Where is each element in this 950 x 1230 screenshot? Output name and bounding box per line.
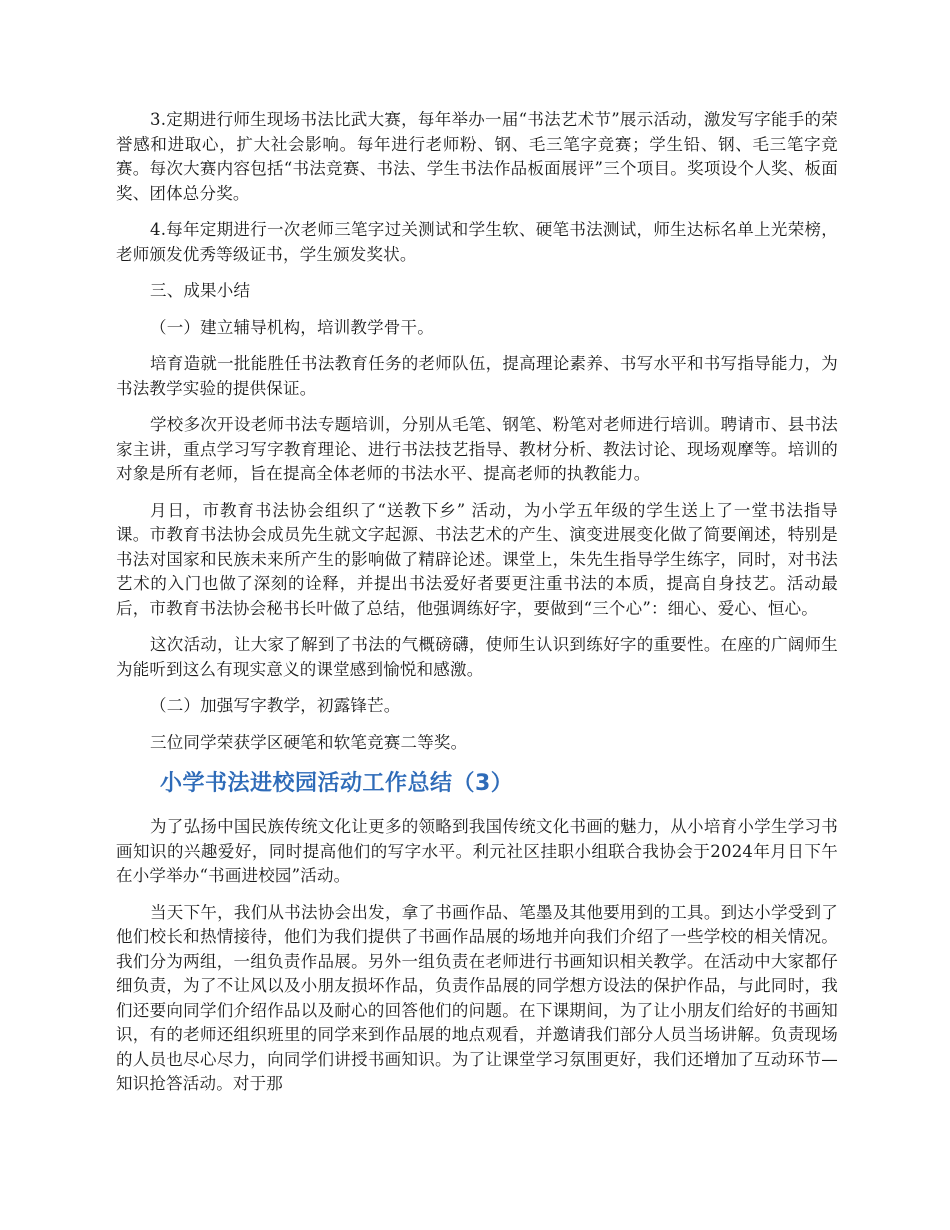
paragraph-outreach-event: 月日，市教育书法协会组织了“送教下乡” 活动，为小学五年级的学生送上了一堂书法指导课。市教育书法协会成员先生就文字起源、书法艺术的产生、演变进展变化做了简要阐述，特别是书法对国家和民族未来所产生的影响做了精辟论述。课堂上，朱先生指导学生练字，同时，对书法艺术的入门也做了深刻的诠释，并提出书法爱好者要更注重书法的本质，提高自身技艺。活动最后，市教育书法协会秘书长叶做了总结，他强调练好字，要做到“三个心”：细心、爱心、恒心。 [116,500,838,618]
paragraph-annual-test: 4.每年定期进行一次老师三笔字过关测试和学生软、硬笔书法测试，师生达标名单上光荣榜，老师颁发优秀等级证书，学生颁发奖状。 [116,220,838,264]
section-title-results: 三、成果小结 [150,281,251,300]
paragraph-intro: 为了弘扬中国民族传统文化让更多的领略到我国传统文化书画的魅力，从小培育小学生学习书画知识的兴趣爱好，同时提高他们的写字水平。利元社区挂职小组联合我协会于2024年月日下午在小学举办“书画进校园”活动。 [116,817,838,885]
paragraph-teacher-team: 培育造就一批能胜任书法教育任务的老师队伍，提高理论素养、书写水平和书写指导能力，为书法教学实验的提供保证。 [116,354,838,398]
document-body [116,108,838,1109]
paragraph-activity-details: 当天下午，我们从书法协会出发，拿了书画作品、笔墨及其他要用到的工具。到达小学受到了他们校长和热情接待，他们为我们提供了书画作品展的场地并向我们介绍了一些学校的相关情况。我们分为两组，一组负责作品展。另外一组负责在老师进行书画知识相关教学。在活动中大家都仔细负责，为了不让风以及小朋友损坏作品，负责作品展的同学想方设法的保护作品，与此同时，我们还要向同学们介绍作品以及耐心的回答他们的问题。在下课期间，为了让小朋友们给好的书画知识，有的老师还组织班里的同学来到作品展的地点观看，并邀请我们部分人员当场讲解。负责现场的人员也尽心尽力，向同学们讲授书画知识。为了让课堂学习氛围更好，我们还增加了互动环节—知识抢答活动。对于那 [116,902,838,1093]
paragraph-teacher-training: 学校多次开设老师书法专题培训，分别从毛笔、钢笔、粉笔对老师进行培训。聘请市、县书法家主讲，重点学习写字教育理论、进行书法技艺指导、教材分析、教法讨论、现场观摩等。培训的对象是所有老师，旨在提高全体老师的书法水平、提高老师的执教能力。 [116,415,838,483]
subsection-title-one: （一）建立辅导机构，培训教学骨干。 [150,317,434,337]
paragraph-contest: 3.定期进行师生现场书法比武大赛，每年举办一届“书法艺术节”展示活动，激发写字能手的荣誉感和进取心，扩大社会影响。每年进行老师粉、钢、毛三笔字竞赛；学生铅、钢、毛三笔字竞赛。每次大赛内容包括“书法竞赛、书法、学生书法作品板面展评”三个项目。奖项设个人奖、板面奖、团体总分奖。 [116,110,838,203]
paragraph-awards: 三位同学荣获学区硬笔和软笔竞赛二等奖。 [150,732,468,752]
paragraph-event-impact: 这次活动，让大家了解到了书法的气概磅礴，使师生认识到练好字的重要性。在座的广阔师生为能听到这么有现实意义的课堂感到愉悦和感激。 [116,635,838,679]
subsection-title-two: （二）加强写字教学，初露锋芒。 [150,696,401,715]
section-heading: 小学书法进校园活动工作总结（3） [160,771,514,796]
